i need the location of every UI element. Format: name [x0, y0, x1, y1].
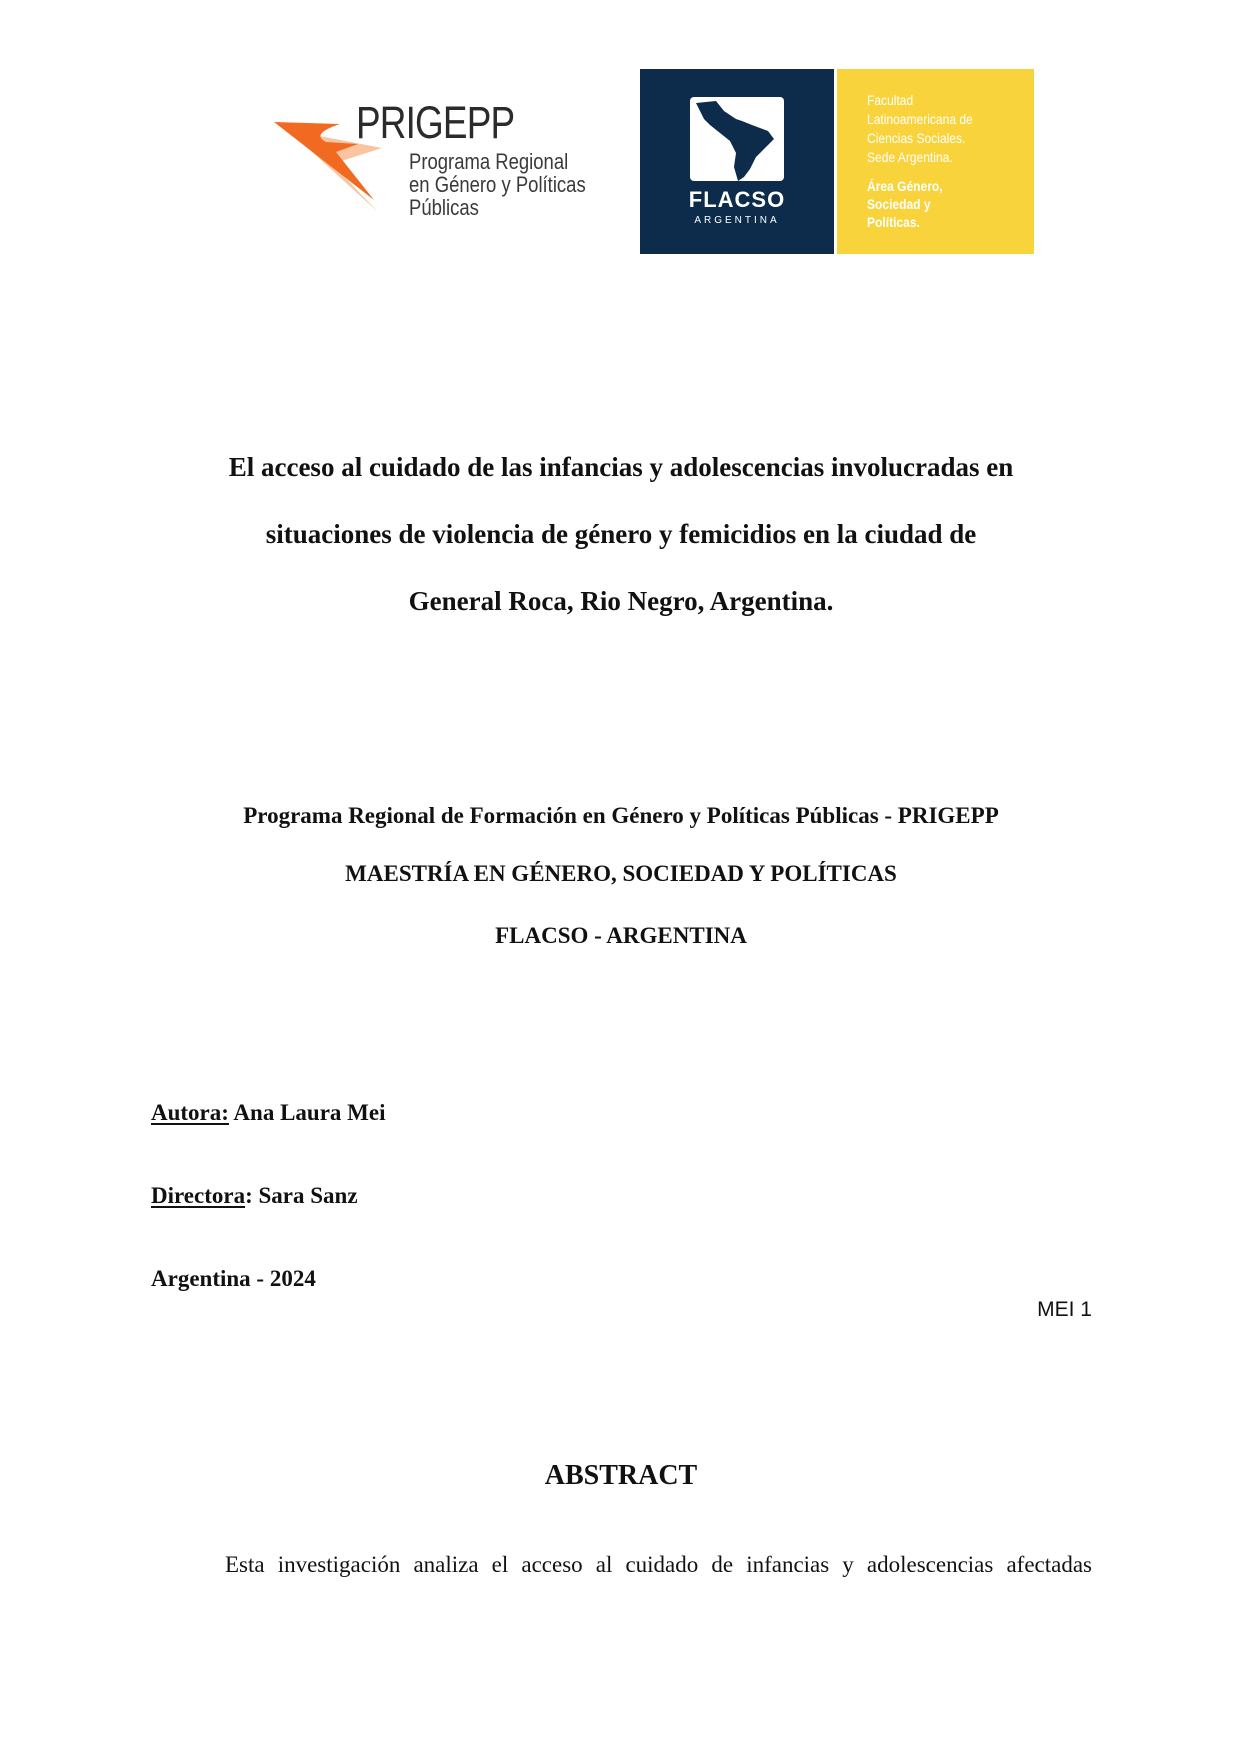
institution-name: FLACSO - ARGENTINA [495, 923, 747, 948]
degree-name: MAESTRÍA EN GÉNERO, SOCIEDAD Y POLÍTICAS [345, 861, 897, 886]
document-title-line-2: situaciones de violencia de género y femicidios en la ciudad de [265, 519, 977, 549]
prigepp-title: PRIGEPP [356, 97, 515, 148]
director-separator: : [245, 1183, 253, 1208]
flacso-area-line: Sociedad y [867, 196, 931, 212]
prigepp-logo [270, 97, 600, 225]
author-label: Autora: [151, 1100, 229, 1125]
document-title-line-1: El acceso al cuidado de las infancias y adolescencias involucradas en [228, 452, 1014, 482]
prigepp-subtitle-line: Programa Regional [409, 149, 569, 174]
abstract-first-line: Esta investigación analiza el acceso al cuidado de infancias y adolescencias afectadas [225, 1552, 1092, 1577]
author-line [151, 1100, 385, 1126]
flacso-name: FLACSO [688, 187, 786, 212]
flacso-info-line: Latinoamericana de [867, 111, 973, 127]
flacso-yellow-panel [837, 69, 1034, 254]
flacso-area-line: Área Género, [867, 178, 943, 194]
flacso-info-line: Ciencias Sociales. [867, 130, 966, 146]
prigepp-subtitle-line: en Género y Políticas [409, 172, 586, 197]
director-name: Sara Sanz [258, 1183, 358, 1208]
flacso-blue-panel [640, 69, 834, 254]
document-title-line-3: General Roca, Rio Negro, Argentina. [408, 586, 834, 616]
flacso-country: ARGENTINA [694, 215, 780, 226]
director-line [151, 1183, 358, 1209]
author-name: Ana Laura Mei [233, 1100, 386, 1125]
program-name: Programa Regional de Formación en Género y Políticas Públicas - PRIGEPP [243, 803, 999, 828]
director-label: Directora [151, 1183, 246, 1208]
page-label: MEI 1 [1037, 1298, 1092, 1321]
flacso-info-line: Facultad [867, 92, 914, 108]
abstract-heading: ABSTRACT [544, 1460, 698, 1491]
prigepp-subtitle-line: Públicas [409, 195, 479, 220]
flacso-logo [640, 69, 1034, 254]
flacso-info-line: Sede Argentina. [867, 149, 953, 165]
place-year: Argentina - 2024 [151, 1266, 316, 1291]
prigepp-subtitle [409, 150, 586, 219]
latin-america-map-icon [690, 97, 784, 181]
flacso-area-line: Políticas. [867, 214, 920, 230]
